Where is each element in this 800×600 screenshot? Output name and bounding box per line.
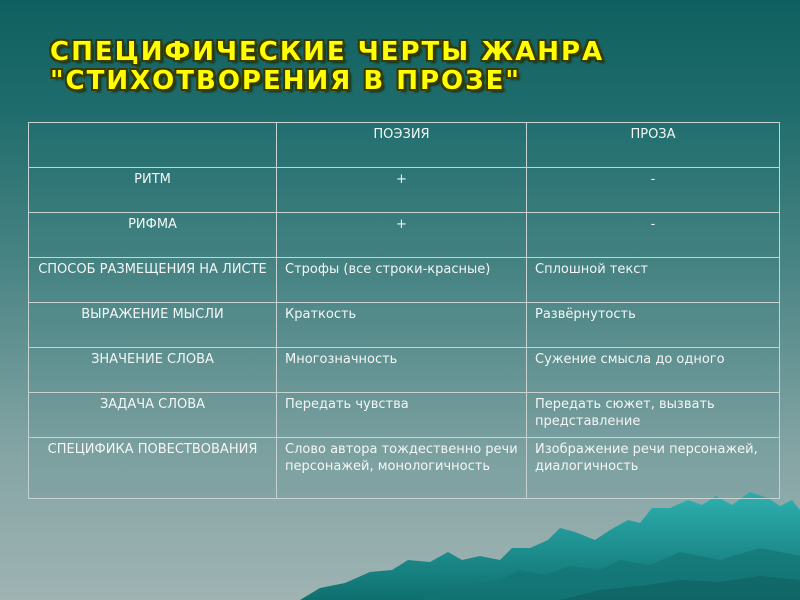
row-label-rhyme: РИФМА	[29, 213, 277, 258]
row-label-narration: СПЕЦИФИКА ПОВЕСТВОВАНИЯ	[29, 438, 277, 499]
header-cell-poetry: ПОЭЗИЯ	[277, 123, 527, 168]
table-row	[29, 438, 780, 499]
row-label-rhythm: РИТМ	[29, 168, 277, 213]
cell-poetry: Краткость	[277, 303, 527, 348]
table-row	[29, 258, 780, 303]
cell-poetry: Многозначность	[277, 348, 527, 393]
table-header-row	[29, 123, 780, 168]
cell-poetry: Строфы (все строки-красные)	[277, 258, 527, 303]
slide-title-line-2: "СТИХОТВОРЕНИЯ В ПРОЗЕ"	[50, 66, 521, 96]
row-label-word-meaning: ЗНАЧЕНИЕ СЛОВА	[29, 348, 277, 393]
cell-prose: Передать сюжет, вызвать представление	[527, 393, 780, 438]
header-cell-prose: ПРОЗА	[527, 123, 780, 168]
row-label-expression: ВЫРАЖЕНИЕ МЫСЛИ	[29, 303, 277, 348]
slide-title-line-1: СПЕЦИФИЧЕСКИЕ ЧЕРТЫ ЖАНРА	[50, 37, 605, 67]
cell-poetry: Передать чувства	[277, 393, 527, 438]
comparison-table	[28, 122, 780, 499]
cell-prose: -	[527, 168, 780, 213]
cell-prose: Сужение смысла до одного	[527, 348, 780, 393]
cell-prose: Сплошной текст	[527, 258, 780, 303]
table-row	[29, 303, 780, 348]
table-row	[29, 393, 780, 438]
cell-prose: -	[527, 213, 780, 258]
cell-poetry: Слово автора тождественно речи персонажей, монологичность	[277, 438, 527, 499]
table-row	[29, 168, 780, 213]
cell-prose: Изображение речи персонажей, диалогичность	[527, 438, 780, 499]
header-cell-empty	[29, 123, 277, 168]
cell-prose: Развёрнутость	[527, 303, 780, 348]
table-row	[29, 213, 780, 258]
slide-title	[50, 38, 770, 96]
table-row	[29, 348, 780, 393]
cell-poetry: +	[277, 213, 527, 258]
row-label-layout: СПОСОБ РАЗМЕЩЕНИЯ НА ЛИСТЕ	[29, 258, 277, 303]
cell-poetry: +	[277, 168, 527, 213]
row-label-word-task: ЗАДАЧА СЛОВА	[29, 393, 277, 438]
